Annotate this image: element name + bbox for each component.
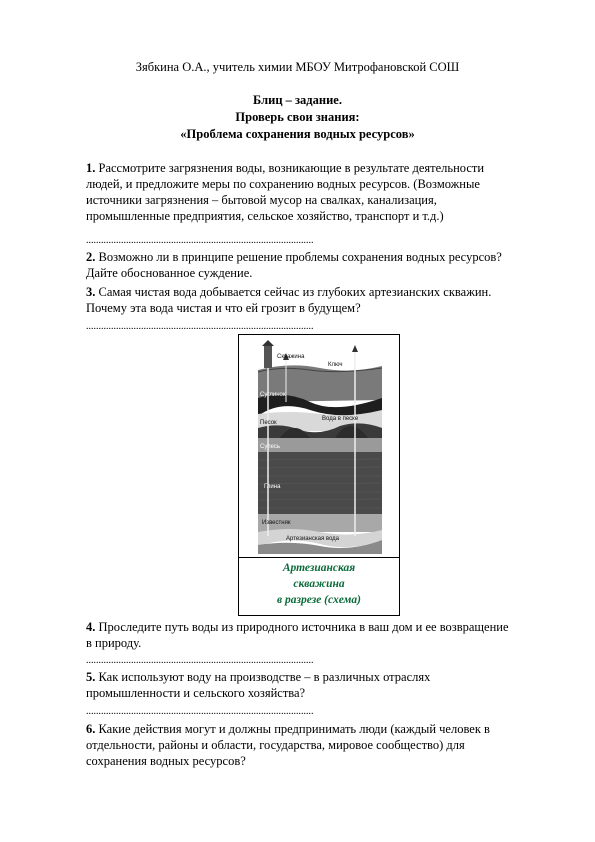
answer-line[interactable]: ...........................................................................................: [86, 656, 314, 666]
question-text: Самая чистая вода добывается сейчас из глубоких артезианских скважин.: [98, 285, 492, 299]
question-number: 3.: [86, 285, 96, 299]
label-loam: Суглинок: [260, 392, 286, 398]
question-number: 5.: [86, 670, 96, 684]
question-text: Почему эта вода чистая и что ей грозит в будущем?: [86, 301, 361, 315]
worksheet-topic: «Проблема сохранения водных ресурсов»: [180, 127, 415, 141]
question-text: Рассмотрите загрязнения воды, возникающие в результате деятельности: [98, 161, 485, 175]
question-text: Проследите путь воды из природного источника в ваш дом и ее возвращение: [98, 620, 509, 634]
question-3: [86, 284, 556, 316]
label-spring: Ключ: [328, 362, 343, 368]
author-line: Зябкина О.А., учитель химии МБОУ Митрофановской СОШ: [135, 60, 460, 74]
answer-line[interactable]: ...........................................................................................: [86, 707, 314, 717]
answer-line[interactable]: ...........................................................................................: [86, 236, 314, 246]
label-clay: Глина: [264, 484, 281, 490]
question-6: [86, 721, 556, 769]
worksheet-title: Блиц – задание.: [253, 93, 342, 107]
question-4: [86, 619, 556, 651]
question-text: отдельности, районы и области, государства, мировое сообщество) для: [86, 738, 465, 752]
question-text: людей, и предложите меры по сохранению водных ресурсов. (Возможные: [86, 177, 480, 191]
caption-line: Артезианская: [282, 562, 356, 574]
label-sand: Песок: [260, 420, 277, 426]
answer-line[interactable]: ...........................................................................................: [86, 322, 314, 332]
figure-divider: [238, 557, 400, 558]
question-number: 6.: [86, 722, 96, 736]
question-text: Дайте обоснованное суждение.: [86, 266, 253, 280]
question-text: промышленные предприятия, сельское хозяйство, транспорт и т.д.): [86, 209, 444, 223]
label-sandy-loam: Супесь: [260, 444, 281, 450]
question-text: Возможно ли в принципе решение проблемы сохранения водных ресурсов?: [98, 250, 502, 264]
question-text: Как используют воду на производстве – в различных отраслях: [98, 670, 431, 684]
label-borehole: Скважина: [277, 354, 305, 360]
figure-caption: [238, 560, 400, 608]
label-artesian-water: Артезианская вода: [286, 536, 340, 542]
question-text: источники загрязнения – бытовой мусор на свалках, канализация,: [86, 193, 437, 207]
question-number: 1.: [86, 161, 96, 175]
label-limestone: Известняк: [262, 520, 291, 526]
question-5: [86, 669, 556, 701]
question-number: 4.: [86, 620, 96, 634]
question-text: Какие действия могут и должны предпринимать люди (каждый человек в: [98, 722, 490, 736]
question-text: промышленности и сельского хозяйства?: [86, 686, 306, 700]
question-text: сохранения водных ресурсов?: [86, 754, 246, 768]
caption-line: скважина: [293, 578, 345, 590]
question-text: в природу.: [86, 636, 142, 650]
caption-line: в разрезе (схема): [277, 594, 361, 606]
question-2: [86, 249, 556, 281]
question-1: [86, 160, 556, 224]
artesian-well-diagram: [250, 340, 388, 554]
label-water-in-sand: Вода в песке: [322, 416, 359, 422]
worksheet-subtitle: Проверь свои знания:: [235, 110, 360, 124]
question-number: 2.: [86, 250, 96, 264]
